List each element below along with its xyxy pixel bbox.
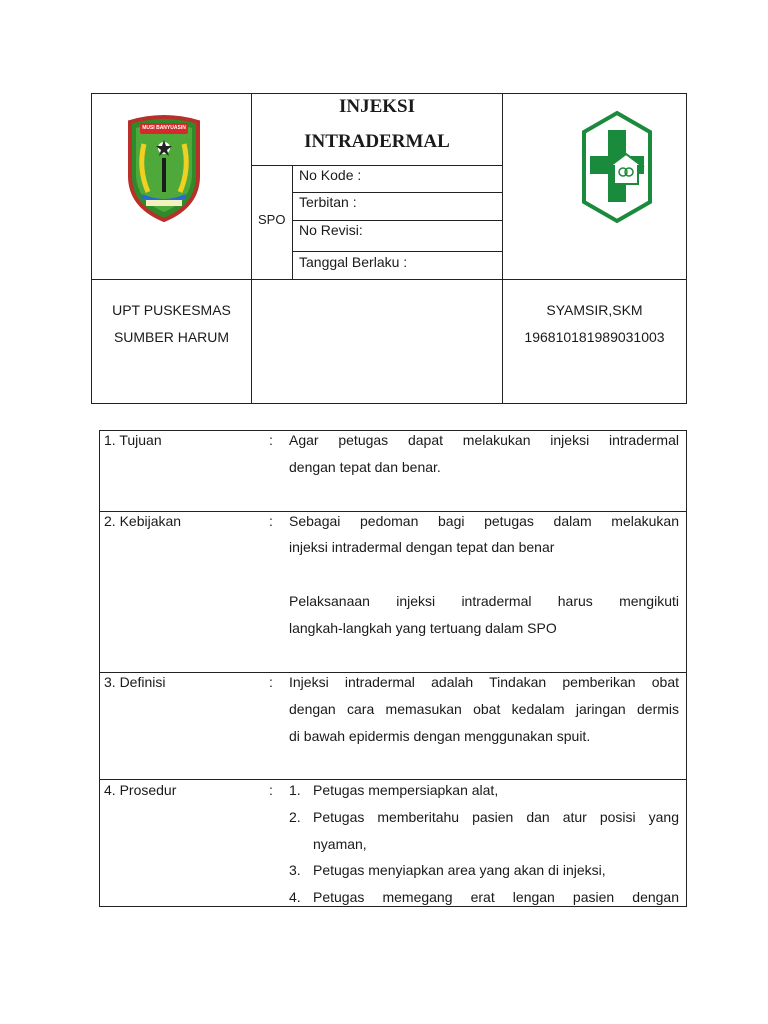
- section-line: dengan tepat dan benar.: [289, 459, 441, 475]
- step-number: 1.: [289, 782, 301, 798]
- section-line: langkah-langkah yang tertuang dalam SPO: [289, 620, 557, 636]
- field-no-revisi: No Revisi:: [299, 222, 363, 238]
- field-terbitan: Terbitan :: [299, 194, 357, 210]
- step-line: Petugas menyiapkan area yang akan di injeksi,: [313, 862, 606, 878]
- section-line: dengan cara memasukan obat kedalam jaringan dermis: [289, 701, 679, 717]
- step-line: Petugas mempersiapkan alat,: [313, 782, 499, 798]
- org-name-line1: UPT PUSKESMAS: [112, 302, 231, 318]
- section-line: Agar petugas dapat melakukan injeksi intradermal: [289, 432, 679, 448]
- logo-banner-text: MUSI BANYUASIN: [142, 125, 186, 131]
- step-line: Petugas memberitahu pasien dan atur posisi yang: [313, 809, 679, 825]
- org-name-line2: SUMBER HARUM: [113, 329, 230, 345]
- spo-label: SPO: [258, 212, 286, 227]
- section-colon: :: [269, 513, 273, 529]
- step-number: 2.: [289, 809, 301, 825]
- section-line: Injeksi intradermal adalah Tindakan pemberikan obat: [289, 674, 679, 690]
- field-no-kode: No Kode :: [299, 167, 362, 183]
- doc-title-line2: INTRADERMAL: [304, 131, 450, 152]
- section-label: 4. Prosedur: [104, 782, 177, 798]
- step-line: nyaman,: [313, 836, 367, 852]
- signer-nip: 196810181989031003: [524, 329, 665, 345]
- signer-name: SYAMSIR,SKM: [546, 302, 643, 318]
- section-colon: :: [269, 674, 273, 690]
- section-label: 3. Definisi: [104, 674, 166, 690]
- section-label: 1. Tujuan: [104, 432, 162, 448]
- musi-banyuasin-logo: [124, 114, 204, 224]
- step-number: 3.: [289, 862, 301, 878]
- section-label: 2. Kebijakan: [104, 513, 182, 529]
- section-colon: :: [269, 782, 273, 798]
- field-tanggal-berlaku: Tanggal Berlaku :: [299, 254, 408, 270]
- puskesmas-logo: [580, 110, 654, 224]
- section-line: Pelaksanaan injeksi intradermal harus mengikuti: [289, 593, 679, 609]
- section-line: Sebagai pedoman bagi petugas dalam melakukan: [289, 513, 679, 529]
- section-line: di bawah epidermis dengan menggunakan spuit.: [289, 728, 591, 744]
- step-line: Petugas memegang erat lengan pasien dengan: [313, 889, 679, 905]
- section-colon: :: [269, 432, 273, 448]
- section-line: injeksi intradermal dengan tepat dan benar: [289, 539, 555, 555]
- doc-title-line1: INJEKSI: [338, 96, 416, 117]
- step-number: 4.: [289, 889, 301, 905]
